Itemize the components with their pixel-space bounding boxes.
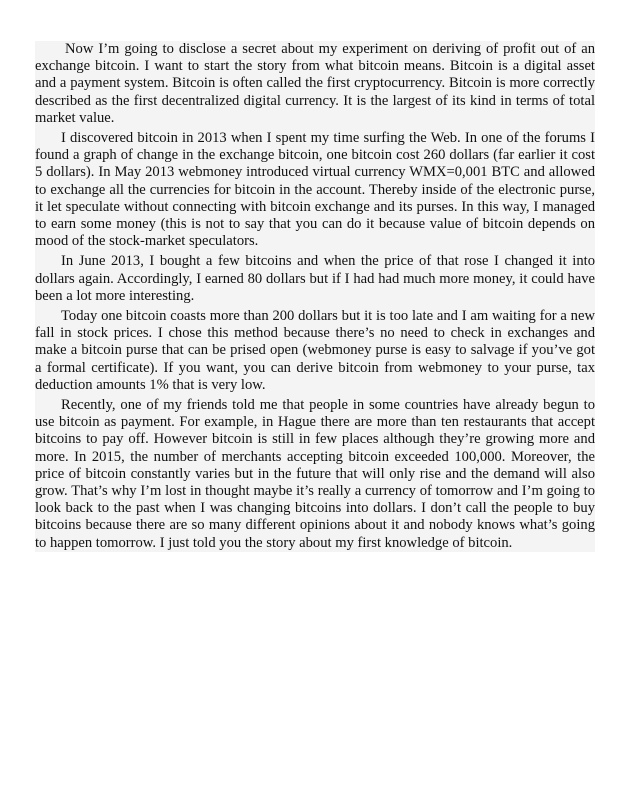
paragraph-today-text: Today one bitcoin coasts more than 200 dollars but it is too late and I am waiting for a new fall in stock prices. I chose this method because there’s no need to check in exchanges and make a bitcoin purse that can be prised open (webmoney purse is easy to salvage if you’ve got a formal certificate). If you want, you can derive bitcoin from webmoney to your purse, tax deduction amounts 1% that is very low.: [35, 308, 595, 393]
paragraph-intro: Now I’m going to disclose a secret about my experiment on deriving of profit out of an exchange bitcoin. I want to start the story from what bitcoin means. Bitcoin is a digital asset and a payment system. Bitcoin is often called the first cryptocurrency. Bitcoin is more correctly described as the first decentralized digital currency. It is the largest of its kind in terms of total market value.: [35, 41, 595, 126]
paragraph-june-2013: In June 2013, I bought a few bitcoins and when the price of that rose I changed it into dollars again. Accordingly, I earned 80 dollars but if I had had much more money, it could have been a lot more interesting.: [35, 253, 595, 304]
paragraph-recently: Recently, one of my friends told me that people in some countries have already begun to use bitcoin as payment. For example, in Hague there are more than ten restaurants that accept bitcoins to pay off. However bitcoin is still in few places although they’re growing more and more. In 2015, the number of merchants accepting bitcoin exceeded 100,000. Moreover, the price of bitcoin constantly varies but in the future that will only rise and the demand will also grow. That’s why I’m lost in thought maybe it’s really a currency of tomorrow and I’m going to look back to the past when I was changing bitcoins into dollars. I don’t call the people to buy bitcoins because there are so many different opinions about it and nobody knows what’s going to happen tomorrow. I just told you the story about my first knowledge of bitcoin.: [35, 397, 595, 551]
paragraph-discovery: I discovered bitcoin in 2013 when I spent my time surfing the Web. In one of the forums I found a graph of change in the exchange bitcoin, one bitcoin cost 260 dollars (far earlier it cost 5 dollars). In May 2013 webmoney introduced virtual currency WMX=0,001 BTC and allowed to exchange all the currencies for bitcoin in the account. Thereby inside of the electronic purse, it let speculate without connecting with bitcoin exchange and its purses. In this way, I managed to earn some money (this is not to say that you can do it because value of bitcoin depends on mood of the stock-market speculators.: [35, 130, 595, 250]
paragraph-today: [35, 308, 595, 394]
document-body[interactable]: [35, 41, 595, 552]
